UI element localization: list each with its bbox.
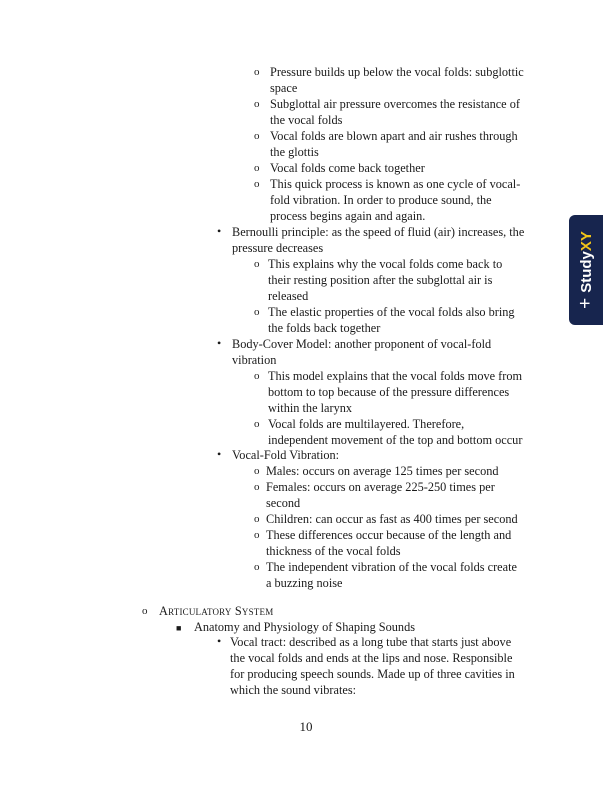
text-line: This explains why the vocal folds come back to (268, 257, 503, 271)
circle-bullet: o (254, 370, 260, 382)
circle-bullet: o (254, 513, 260, 525)
circle-bullet: o (254, 258, 260, 270)
text-line: Females: occurs on average 225-250 times per (266, 480, 495, 494)
circle-bullet: o (254, 481, 260, 493)
text-line: the vocal folds and ends at the lips and nose. Responsible (230, 651, 513, 665)
text-line: Vocal-Fold Vibration: (232, 448, 340, 462)
text-line: Pressure builds up below the vocal folds: subglottic (270, 65, 524, 79)
text-line: fold vibration. In order to produce sound, the (270, 193, 492, 207)
page-number: 10 (299, 719, 313, 734)
text-line: the folds back together (268, 321, 381, 335)
studyxy-logo (575, 231, 597, 309)
text-line: space (270, 81, 298, 95)
disc-bullet: • (217, 224, 222, 238)
circle-bullet: o (254, 130, 260, 142)
square-bullet: ■ (176, 623, 182, 633)
text-line: released (268, 289, 309, 303)
text-line: the vocal folds (270, 113, 343, 127)
circle-bullet: o (254, 178, 260, 190)
text-line: This quick process is known as one cycle of vocal- (270, 177, 521, 191)
text-line: Males: occurs on average 125 times per second (266, 464, 499, 478)
text-line: for producing speech sounds. Made up of three cavities in (230, 667, 515, 681)
text-line: Vocal folds are multilayered. Therefore, (268, 417, 465, 431)
text-line: the glottis (270, 145, 319, 159)
circle-bullet: o (254, 66, 260, 78)
circle-bullet: o (254, 529, 260, 541)
text-line: Vocal folds come back together (270, 161, 425, 175)
text-line: within the larynx (268, 401, 353, 415)
studyxy-brand-accent: XY (577, 231, 595, 252)
text-line: Vocal folds are blown apart and air rushes through (270, 129, 518, 143)
text-line: which the sound vibrates: (230, 683, 357, 697)
text-line: pressure decreases (232, 241, 324, 255)
disc-bullet: • (217, 447, 222, 461)
circle-bullet: o (254, 162, 260, 174)
text-line: bottom to top because of the pressure differences (268, 385, 510, 399)
disc-bullet: • (217, 336, 222, 350)
text-line: vibration (232, 353, 277, 367)
text-line: Body-Cover Model: another proponent of vocal-fold (232, 337, 492, 351)
text-line: Bernoulli principle: as the speed of fluid (air) increases, the (232, 225, 525, 239)
text-line: thickness of the vocal folds (266, 544, 401, 558)
subsection-heading: Anatomy and Physiology of Shaping Sounds (194, 620, 416, 634)
disc-bullet: • (217, 634, 222, 648)
text-line: This model explains that the vocal folds move from (268, 369, 523, 383)
studyxy-brand-main: Study (577, 251, 595, 293)
text-line: their resting position after the subglottal air is (268, 273, 493, 287)
section-heading: Articulatory System (159, 604, 274, 618)
circle-bullet: o (254, 306, 260, 318)
text-line: a buzzing noise (266, 576, 343, 590)
circle-bullet: o (254, 465, 260, 477)
studyxy-watermark[interactable] (569, 215, 603, 325)
text-line: The elastic properties of the vocal folds also bring (268, 305, 515, 319)
circle-bullet: o (142, 605, 148, 617)
text-line: Subglottal air pressure overcomes the resistance of (270, 97, 520, 111)
text-line: independent movement of the top and bottom occur (268, 433, 523, 447)
circle-bullet: o (254, 561, 260, 573)
text-line: These differences occur because of the length and (266, 528, 512, 542)
text-line: process begins again and again. (270, 209, 426, 223)
text-line: Children: can occur as fast as 400 times per second (266, 512, 518, 526)
circle-bullet: o (254, 418, 260, 430)
text-line: second (266, 496, 301, 510)
circle-bullet: o (254, 98, 260, 110)
text-line: Vocal tract: described as a long tube that starts just above (230, 635, 512, 649)
plus-icon: + (575, 297, 597, 309)
text-line: The independent vibration of the vocal folds create (266, 560, 517, 574)
